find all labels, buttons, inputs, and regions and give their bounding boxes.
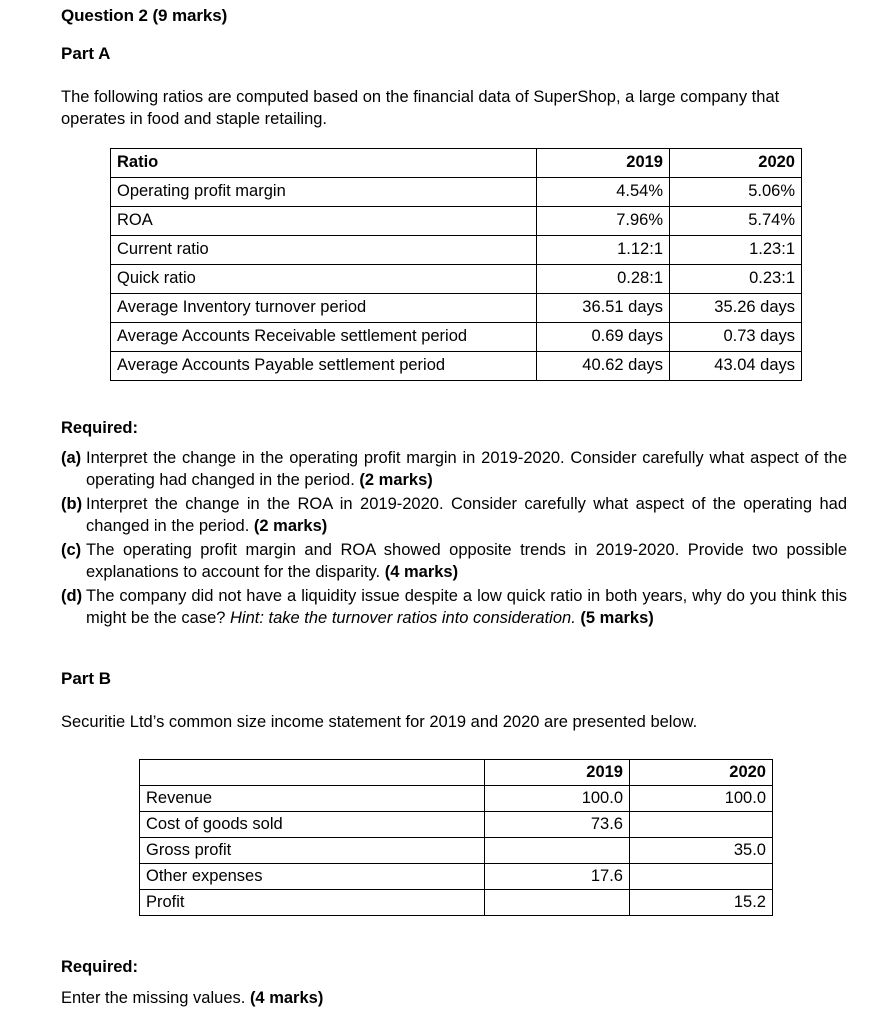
row-label: Average Accounts Receivable settlement period — [111, 323, 537, 352]
part-b-heading: Part B — [61, 669, 112, 688]
table-row — [111, 236, 802, 265]
cell-2020 — [630, 864, 773, 890]
cell-2019: 7.96% — [537, 207, 670, 236]
table-row — [140, 812, 773, 838]
row-label: Cost of goods sold — [140, 812, 485, 838]
cell-2019 — [485, 890, 630, 916]
question-marker: (c) — [61, 541, 82, 559]
question-text: Interpret the change in the operating profit margin in 2019-2020. Consider carefully what aspect of the operating had changed in the period. — [86, 449, 847, 489]
row-label: ROA — [111, 207, 537, 236]
column-header-ratio: Ratio — [111, 149, 537, 178]
cell-2020: 35.26 days — [670, 294, 802, 323]
cell-2020: 100.0 — [630, 786, 773, 812]
common-size-income-statement-table — [139, 759, 773, 916]
page-title: Question 2 (9 marks) — [61, 6, 228, 25]
ratio-table — [110, 148, 802, 381]
cell-2019: 100.0 — [485, 786, 630, 812]
part-a-intro-paragraph: The following ratios are computed based on the financial data of SuperShop, a large company that operates in food and staple retailing. — [61, 88, 780, 128]
required-heading-part-a: Required: — [61, 419, 139, 437]
row-label: Current ratio — [111, 236, 537, 265]
table-row — [140, 786, 773, 812]
table-row — [111, 294, 802, 323]
table-header-row — [111, 149, 802, 178]
question-marker: (b) — [61, 495, 83, 513]
table-row — [111, 207, 802, 236]
column-header-2020: 2020 — [670, 149, 802, 178]
table-row — [111, 265, 802, 294]
cell-2019: 0.69 days — [537, 323, 670, 352]
column-header-blank — [140, 760, 485, 786]
question-item-b — [61, 494, 847, 537]
question-marker: (a) — [61, 449, 82, 467]
row-label: Operating profit margin — [111, 178, 537, 207]
table-row — [140, 838, 773, 864]
row-label: Gross profit — [140, 838, 485, 864]
instruction-text: Enter the missing values. — [61, 989, 246, 1007]
question-text: Interpret the change in the ROA in 2019-2020. Consider carefully what aspect of the operating had changed in the period. — [86, 495, 847, 535]
part-b-intro-paragraph: Securitie Ltd’s common size income statement for 2019 and 2020 are presented below. — [61, 713, 698, 731]
question-item-a — [61, 448, 847, 491]
column-header-2020: 2020 — [630, 760, 773, 786]
question-list-part-a — [61, 448, 847, 629]
cell-2019: 36.51 days — [537, 294, 670, 323]
question-marks: (2 marks) — [359, 470, 433, 489]
row-label: Average Inventory turnover period — [111, 294, 537, 323]
cell-2019 — [485, 838, 630, 864]
question-marks: (5 marks) — [580, 608, 654, 627]
row-label: Average Accounts Payable settlement period — [111, 352, 537, 381]
cell-2019: 73.6 — [485, 812, 630, 838]
table-row — [111, 323, 802, 352]
row-label: Revenue — [140, 786, 485, 812]
question-text: The operating profit margin and ROA showed opposite trends in 2019-2020. Provide two possible explanations to account for the disparity. — [86, 541, 847, 581]
question-marker: (d) — [61, 587, 83, 605]
table-row — [140, 864, 773, 890]
question-text: The company did not have a liquidity issue despite a low quick ratio in both years, why do you think this might be the case? — [86, 587, 847, 627]
instruction-marks: (4 marks) — [249, 989, 324, 1007]
question-marks: (4 marks) — [384, 562, 459, 581]
question-hint: Hint: take the turnover ratios into consideration. — [230, 608, 576, 627]
required-heading-part-b: Required: — [61, 958, 139, 976]
cell-2020: 5.06% — [670, 178, 802, 207]
cell-2019: 17.6 — [485, 864, 630, 890]
cell-2019: 40.62 days — [537, 352, 670, 381]
table-header-row — [140, 760, 773, 786]
column-header-2019: 2019 — [537, 149, 670, 178]
cell-2019: 4.54% — [537, 178, 670, 207]
cell-2020: 43.04 days — [670, 352, 802, 381]
row-label: Profit — [140, 890, 485, 916]
part-a-heading: Part A — [61, 44, 111, 63]
question-item-d — [61, 586, 847, 629]
question-item-c — [61, 540, 847, 583]
column-header-2019: 2019 — [485, 760, 630, 786]
row-label: Quick ratio — [111, 265, 537, 294]
cell-2020: 0.23:1 — [670, 265, 802, 294]
question-marks: (2 marks) — [253, 516, 328, 535]
part-b-instruction — [61, 987, 847, 1009]
cell-2020 — [630, 812, 773, 838]
table-row — [111, 178, 802, 207]
cell-2020: 35.0 — [630, 838, 773, 864]
cell-2020: 0.73 days — [670, 323, 802, 352]
table-row — [111, 352, 802, 381]
cell-2020: 1.23:1 — [670, 236, 802, 265]
row-label: Other expenses — [140, 864, 485, 890]
cell-2020: 5.74% — [670, 207, 802, 236]
table-row — [140, 890, 773, 916]
cell-2020: 15.2 — [630, 890, 773, 916]
cell-2019: 1.12:1 — [537, 236, 670, 265]
cell-2019: 0.28:1 — [537, 265, 670, 294]
